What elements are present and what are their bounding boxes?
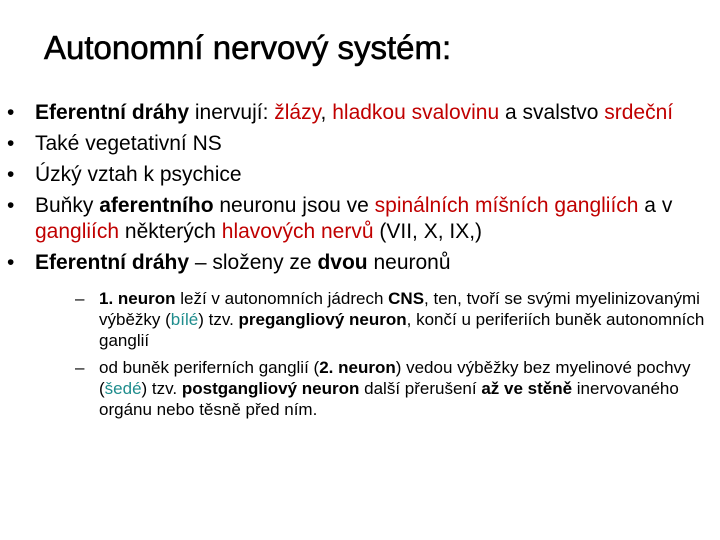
text: (VII, X, IX,) [373, 220, 483, 243]
bullet-item-vegetative [0, 131, 705, 157]
term-in-the-wall: až ve stěně [481, 379, 573, 398]
text: a svalstvo [499, 101, 605, 124]
text: leží v autonomních jádrech [175, 289, 389, 308]
term-white: bílé [170, 310, 199, 329]
bullet-marker: • [7, 101, 15, 124]
term-efferent-pathways: Eferentní dráhy [35, 101, 190, 124]
term-two: dvou [317, 251, 368, 274]
text: , končí u periferiích buněk autonomních ganglií [99, 310, 705, 350]
text: ) tzv. [141, 379, 182, 398]
term-smooth-muscle: hladkou svalovinu [332, 101, 500, 124]
term-spinal-ganglia: spinálních míšních gangliích [374, 194, 639, 217]
term-second-neuron: 2. neuron [319, 358, 396, 377]
text: , ten, tvoří se svými myelinizovanými výběžky ( [99, 289, 700, 329]
sub-bullet-list [35, 288, 705, 420]
text: inervovaného orgánu nebo těsně před ním. [99, 379, 679, 419]
text: , [320, 101, 333, 124]
term-glands: žlázy [274, 101, 321, 124]
term-cranial-nerves: hlavových nervů [221, 220, 374, 243]
bullet-marker: • [7, 194, 15, 217]
bullet-text: Úzký vztah k psychice [35, 163, 242, 186]
term-first-neuron: 1. neuron [99, 289, 176, 308]
term-ganglia: gangliích [35, 220, 120, 243]
sub-item-first-neuron [35, 288, 705, 351]
sub-item-second-neuron [35, 357, 705, 420]
dash-marker: – [75, 289, 85, 308]
bullet-marker: • [7, 251, 15, 274]
bullet-item-efferent-composition [0, 250, 705, 420]
term-postganglionic-neuron: postgangliový neuron [181, 379, 360, 398]
text: neuronů [367, 251, 451, 274]
term-cardiac: srdeční [604, 101, 674, 124]
bullet-item-psyche [0, 162, 705, 188]
bullet-marker: • [7, 163, 15, 186]
term-efferent-pathways: Eferentní dráhy [35, 251, 190, 274]
text: inervují: [189, 101, 275, 124]
text: Buňky [35, 194, 100, 217]
text: ) vedou výběžky bez myelinové pochvy ( [99, 358, 691, 398]
text: další přerušení [359, 379, 482, 398]
term-afferent: aferentního [99, 194, 214, 217]
bullet-item-afferent-neurons [0, 193, 705, 245]
bullet-marker: • [7, 132, 15, 155]
text: a v [638, 194, 673, 217]
term-cns: CNS [388, 289, 425, 308]
bullet-item-efferent-targets [0, 100, 705, 126]
text: ) tzv. [198, 310, 239, 329]
bullet-list [0, 100, 705, 426]
text: – složeny ze [189, 251, 318, 274]
term-grey: šedé [104, 379, 142, 398]
bullet-text: Také vegetativní NS [35, 132, 222, 155]
text: některých [119, 220, 222, 243]
slide-title: Autonomní nervový systém: [44, 29, 452, 66]
text: od buněk periferních ganglií ( [99, 358, 320, 377]
dash-marker: – [75, 358, 85, 377]
term-preganglionic-neuron: pregangliový neuron [238, 310, 407, 329]
text: neuronu jsou ve [213, 194, 375, 217]
